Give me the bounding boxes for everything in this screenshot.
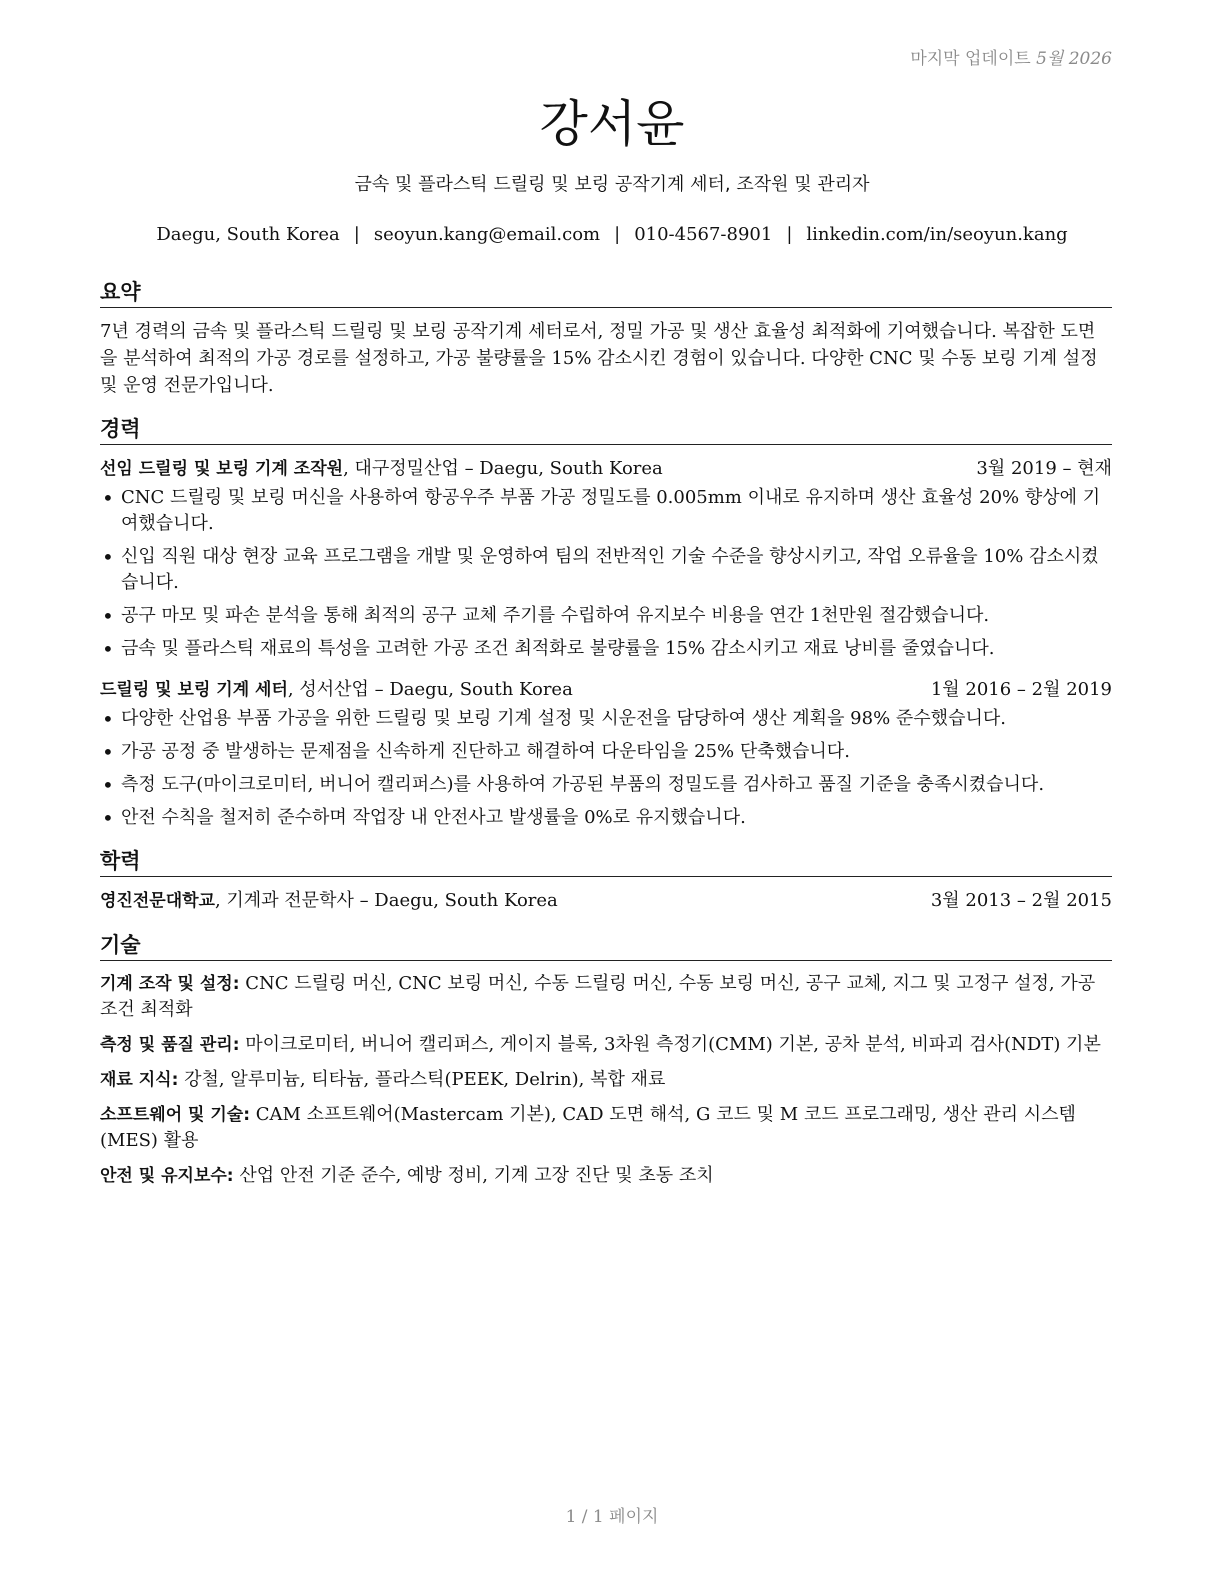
- job-bullets: [100, 485, 1112, 662]
- contact-phone: 010-4567-8901: [634, 224, 773, 245]
- last-updated: [910, 44, 1112, 69]
- job-bullet: • 금속 및 플라스틱 재료의 특성을 고려한 가공 조건 최적화로 불량률을 15% 감소시키고 재료 낭비를 줄였습니다.: [100, 636, 1112, 662]
- contact-linkedin[interactable]: linkedin.com/in/seoyun.kang: [806, 224, 1068, 245]
- skill-label: 재료 지식:: [100, 1070, 179, 1090]
- job-entry: [100, 455, 1112, 662]
- skill-label: 안전 및 유지보수:: [100, 1166, 234, 1186]
- skill-row: [100, 1067, 1112, 1093]
- job-role: 드릴링 및 보링 기계 세터: [100, 680, 288, 700]
- job-dates: 1월 2016 – 2월 2019: [930, 679, 1112, 700]
- summary-heading: 요약: [100, 276, 1112, 308]
- skill-value: CAM 소프트웨어(Mastercam 기본), CAD 도면 해석, G 코드 및 M 코드 프로그래밍, 생산 관리 시스템(MES) 활용: [100, 1104, 1076, 1151]
- resume-content: [100, 276, 1112, 1198]
- job-role: 선임 드릴링 및 보링 기계 조작원: [100, 459, 344, 479]
- contact-separator: |: [786, 224, 793, 245]
- job-bullet: • CNC 드릴링 및 보링 머신을 사용하여 항공우주 부품 가공 정밀도를 0.005mm 이내로 유지하며 생산 효율성 20% 향상에 기여했습니다.: [100, 485, 1112, 537]
- job-company: , 대구정밀산업 – Daegu, South Korea: [343, 458, 663, 479]
- contact-line: [0, 224, 1224, 245]
- job-bullet: • 다양한 산업용 부품 가공을 위한 드릴링 및 보링 기계 설정 및 시운전을 담당하여 생산 계획을 98% 준수했습니다.: [100, 706, 1112, 732]
- skill-value: CNC 드릴링 머신, CNC 보링 머신, 수동 드릴링 머신, 수동 보링 머신, 공구 교체, 지그 및 고정구 설정, 가공 조건 최적화: [100, 973, 1096, 1020]
- job-header: [100, 676, 1112, 704]
- skill-value: 강철, 알루미늄, 티타늄, 플라스틱(PEEK, Delrin), 복합 재료: [178, 1069, 666, 1090]
- skill-value: 산업 안전 기준 준수, 예방 정비, 기계 고장 진단 및 초동 조치: [233, 1165, 714, 1186]
- job-dates: 3월 2019 – 현재: [976, 458, 1112, 479]
- job-entry: [100, 676, 1112, 831]
- school-name: 영진전문대학교: [100, 891, 215, 911]
- contact-location: Daegu, South Korea: [156, 224, 340, 245]
- last-updated-date: 5월 2026: [1036, 49, 1112, 69]
- skills-heading: 기술: [100, 929, 1112, 961]
- job-bullets: [100, 706, 1112, 831]
- summary-text: 7년 경력의 금속 및 플라스틱 드릴링 및 보링 공작기계 세터로서, 정밀 가공 및 생산 효율성 최적화에 기여했습니다. 복잡한 도면을 분석하여 최적의 가공 경로를 설정하고, 가공 불량률을 15% 감소시킨 경험이 있습니다. 다양한 CNC 및 수동 보링 기계 설정 및 운영 전문가입니다.: [100, 321, 1098, 396]
- job-bullet: • 안전 수칙을 철저히 준수하며 작업장 내 안전사고 발생률을 0%로 유지했습니다.: [100, 805, 1112, 831]
- skill-label: 기계 조작 및 설정:: [100, 974, 240, 994]
- degree-detail: , 기계과 전문학사 – Daegu, South Korea: [214, 890, 558, 911]
- headline: 금속 및 플라스틱 드릴링 및 보링 공작기계 세터, 조작원 및 관리자: [354, 174, 870, 195]
- skill-row: [100, 971, 1112, 1023]
- skill-row: [100, 1032, 1112, 1058]
- contact-email[interactable]: seoyun.kang@email.com: [373, 224, 601, 245]
- skill-label: 측정 및 품질 관리:: [100, 1035, 240, 1055]
- job-header: [100, 455, 1112, 483]
- skill-label: 소프트웨어 및 기술:: [100, 1105, 251, 1125]
- contact-separator: |: [353, 224, 360, 245]
- last-updated-label: 마지막 업데이트: [910, 49, 1037, 69]
- skill-row: [100, 1163, 1112, 1189]
- job-bullet: • 공구 마모 및 파손 분석을 통해 최적의 공구 교체 주기를 수립하여 유지보수 비용을 연간 1천만원 절감했습니다.: [100, 603, 1112, 629]
- page-number: 1 / 1 페이지: [565, 1507, 659, 1527]
- education-dates: 3월 2013 – 2월 2015: [930, 890, 1112, 911]
- education-heading: 학력: [100, 845, 1112, 877]
- candidate-name: 강서윤: [539, 95, 685, 153]
- job-bullet: • 신입 직원 대상 현장 교육 프로그램을 개발 및 운영하여 팀의 전반적인 기술 수준을 향상시키고, 작업 오류율을 10% 감소시켰습니다.: [100, 544, 1112, 596]
- job-bullet: • 측정 도구(마이크로미터, 버니어 캘리퍼스)를 사용하여 가공된 부품의 정밀도를 검사하고 품질 기준을 충족시켰습니다.: [100, 772, 1112, 798]
- skill-value: 마이크로미터, 버니어 캘리퍼스, 게이지 블록, 3차원 측정기(CMM) 기본, 공차 분석, 비파괴 검사(NDT) 기본: [239, 1034, 1101, 1055]
- contact-separator: |: [614, 224, 621, 245]
- education-entry: [100, 887, 1112, 915]
- experience-heading: 경력: [100, 413, 1112, 445]
- job-bullet: • 가공 공정 중 발생하는 문제점을 신속하게 진단하고 해결하여 다운타임을 25% 단축했습니다.: [100, 739, 1112, 765]
- job-company: , 성서산업 – Daegu, South Korea: [287, 679, 573, 700]
- skill-row: [100, 1102, 1112, 1154]
